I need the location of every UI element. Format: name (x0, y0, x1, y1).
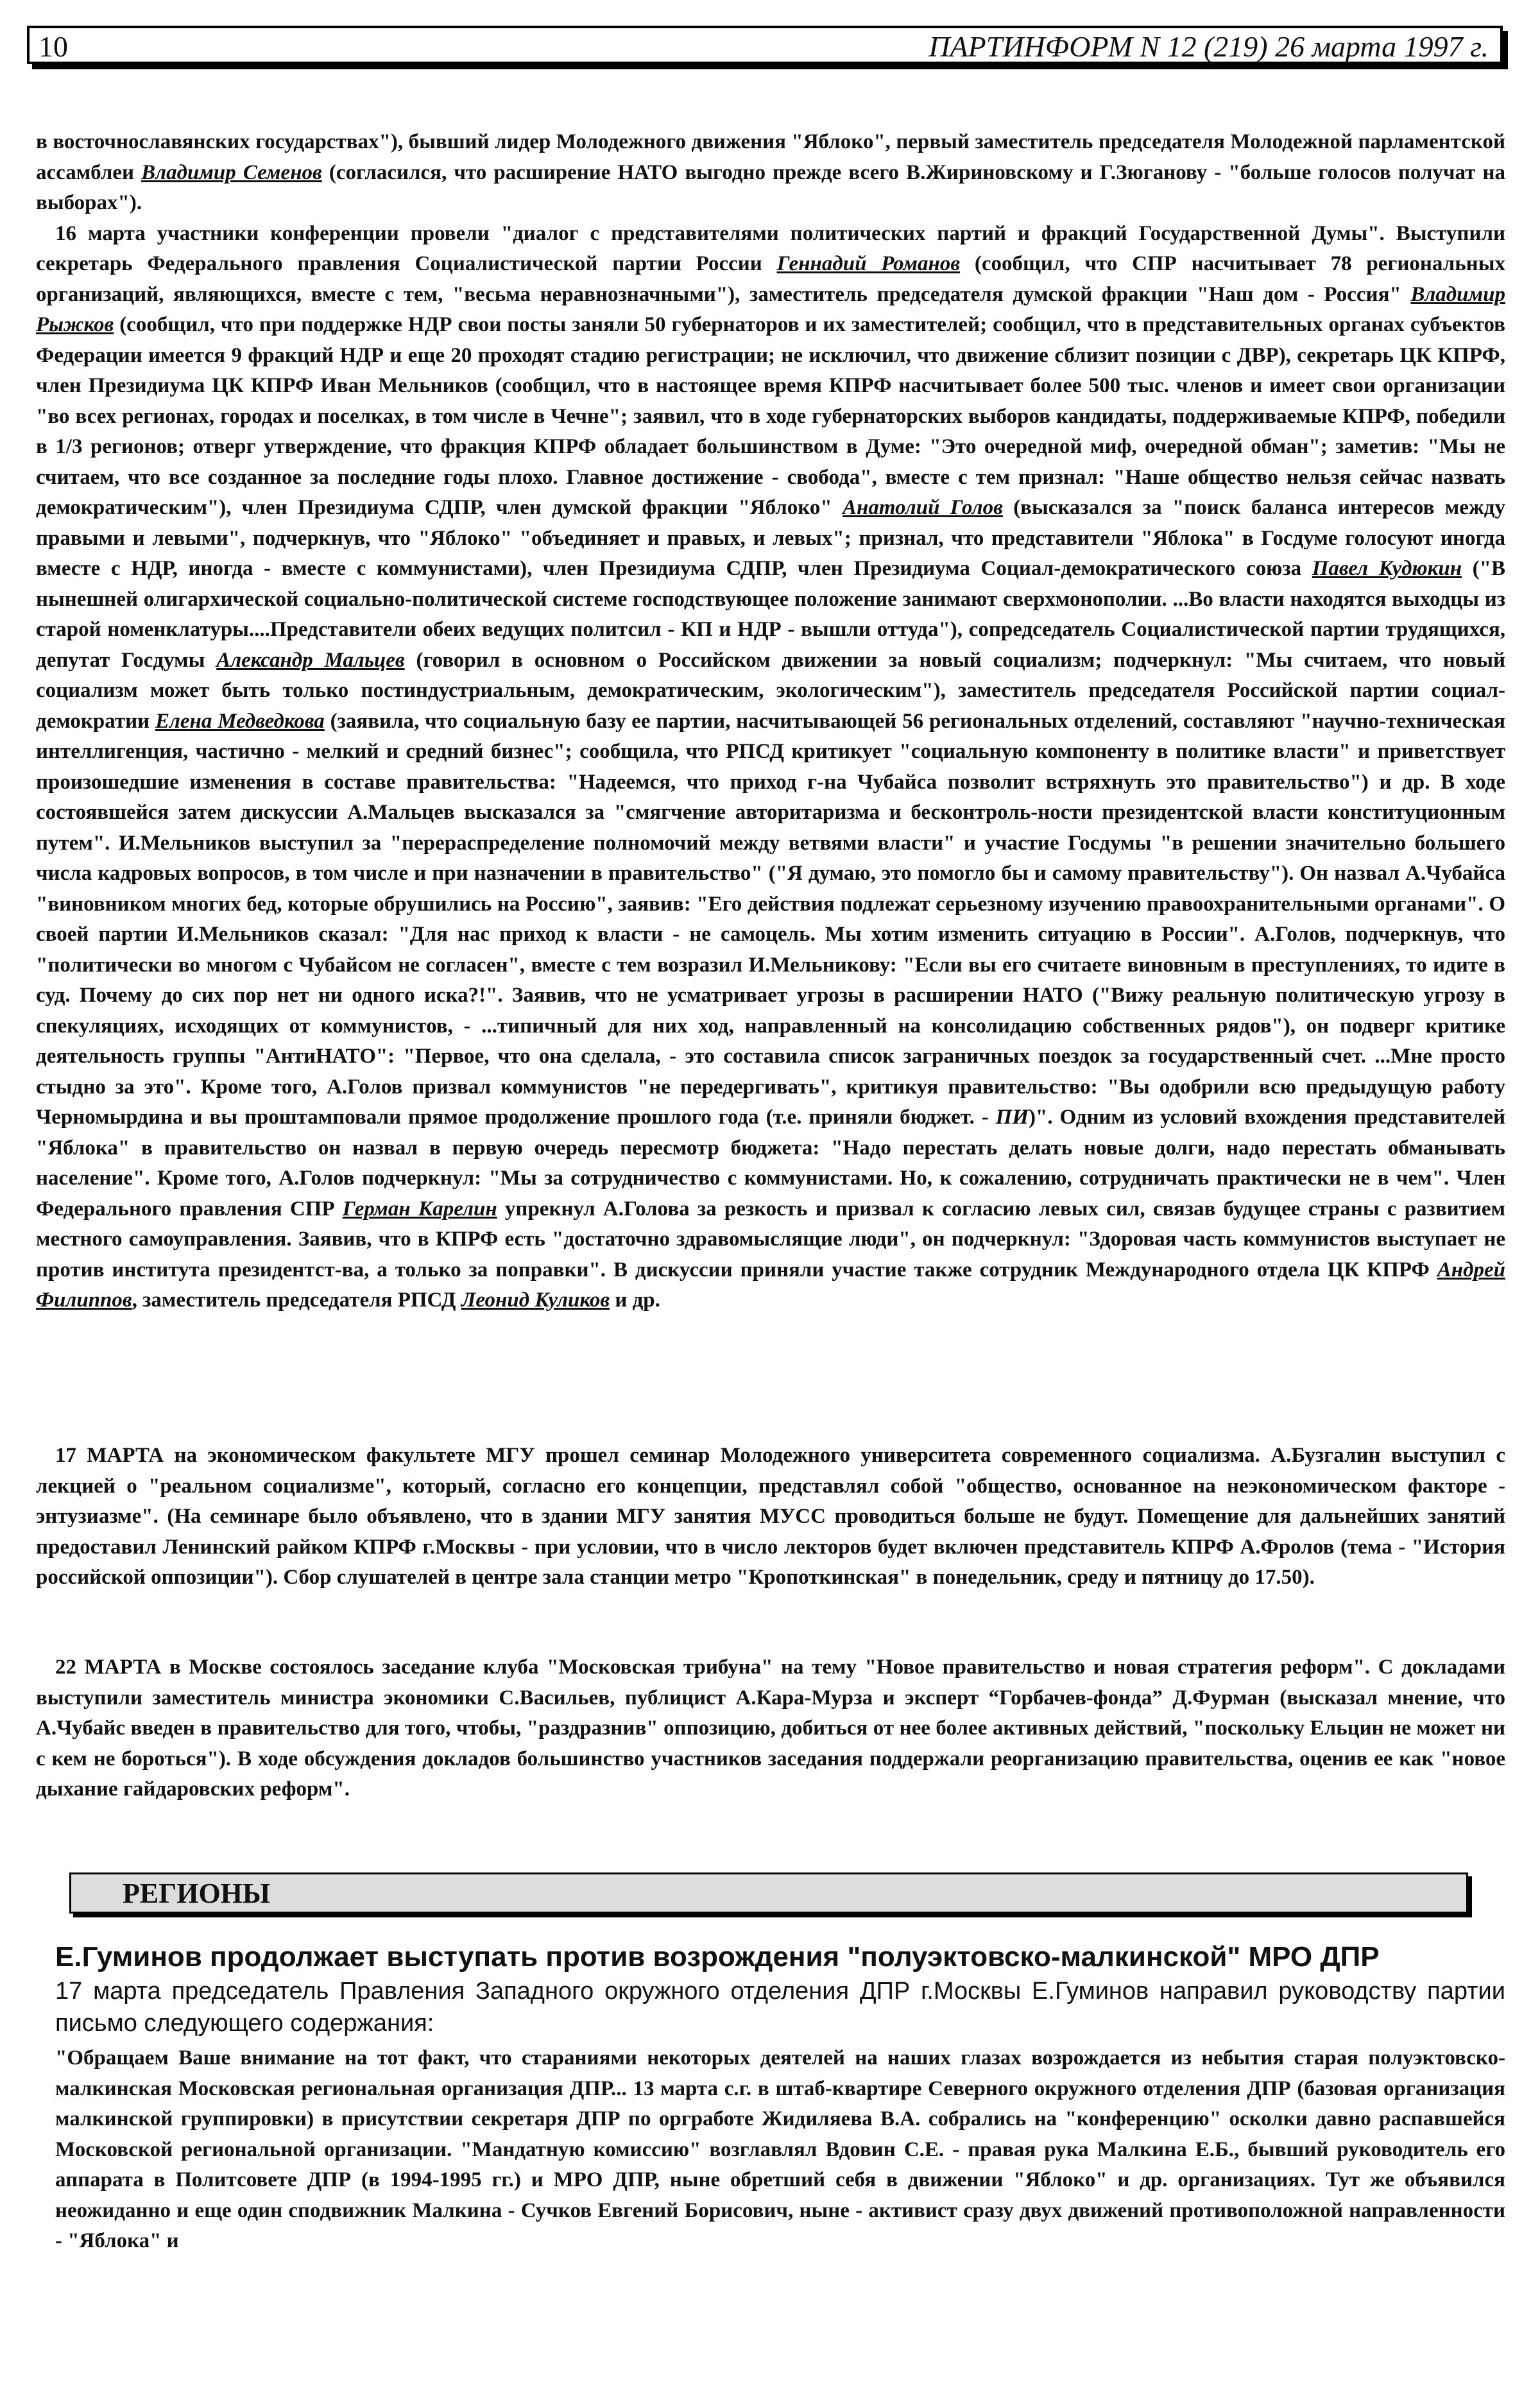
text: (говорил в основном о Российском движении за новый социализм; подчеркнул: "Мы считаем, что новый социализм может быть только постиндустриальным, демократическим, экологическим"), заместитель председателя Российской партии социал-демократии (36, 648, 1505, 733)
article-continuation (36, 127, 1505, 1316)
text: ("В нынешней олигархической социально-политической системе господствующее положение занимают сверхмонополии. ...Во власти находятся выходцы из старой номенклатуры....Представители обеих ведущих политсил - КП и НДР - вышли оттуда"), сопредседатель Социалистической партии трудящихся, депутат Госдумы (36, 557, 1505, 672)
person-name: Леонид Куликов (461, 1289, 610, 1312)
person-name: Елена Медведкова (155, 709, 325, 733)
paragraph-march-22: 22 МАРТА в Москве состоялось заседание клуба "Московская трибуна" на тему "Новое правительство и новая стратегия реформ". С докладами выступили заместитель министра экономики С.Васильев, публицист А.Кара-Мурза и эксперт “Горбачев-фонда” Д.Фурман (высказал мнение, что А.Чубайс введен в правительство для того, чтобы, "раздразнив" оппозицию, добиться от нее более активных действий, "поскольку Ельцин не может ни с кем не бороться"). В ходе обсуждения докладов большинство участников заседания поддержали реорганизацию правительства, оценив ее как "новое дыхание гайдаровских реформ". (36, 1656, 1505, 1801)
text: (высказался за "поиск баланса интересов между правыми и левыми", подчеркнув, что "Яблоко" "объединяет и правых, и левых"; признал, что представители "Яблока" в Госдуме голосуют иногда вместе с НДР, иногда - вместе с коммунистами), член Президиума СДПР, член Президиума Социал-демократического союза (36, 496, 1506, 580)
person-name: Андрей Филиппов (36, 1258, 1505, 1312)
text: упрекнул А.Голова за резкость и призвал к согласию левых сил, связав будущее страны с развитием местного самоуправления. Заявив, что в КПРФ есть "достаточно здравомыслящие люди", он подчеркнул: "Здоровая часть коммунистов выступает не против института президентст-ва, а только за поправки". В дискуссии приняли участие также сотрудник Международного отдела ЦК КПРФ (36, 1197, 1506, 1281)
paragraph (36, 127, 1505, 219)
paragraph (36, 219, 1505, 1316)
text: 16 марта участники конференции провели "диалог с представителями политических партий и фракций Государственной Думы". Выступили секретарь Федерального правления Социалистической партии России (36, 221, 1505, 275)
abbreviation: ПИ (995, 1106, 1029, 1129)
article-intro: 17 марта председатель Правления Западного окружного отделения ДПР г.Москвы Е.Гуминов направил руководству партии письмо следующего содержания: (55, 1978, 1505, 2037)
person-name: Александр Мальцев (216, 648, 405, 672)
publication-title: ПАРТИНФОРМ N 12 (219) 26 марта 1997 г. (928, 30, 1489, 63)
person-name: Владимир Семенов (141, 160, 322, 184)
article-headline: Е.Гуминов продолжает выступать против возрождения "полуэктовско-малкинской" МРО ДПР (55, 1941, 1380, 1973)
text: , заместитель председателя РПСД (132, 1289, 461, 1312)
text: (сообщил, что при поддержке НДР свои посты заняли 50 губернаторов и их заместителей; сообщил, что в представительных органах субъектов Федерации имеется 9 фракций НДР и еще 20 проходят стадию регистрации; не исключил, что движение сблизит позиции с ДВР), секретарь ЦК КПРФ, член Президиума ЦК КПРФ Иван Мельников (сообщил, что в настоящее время КПРФ насчитывает более 500 тыс. членов и имеет свои организации "во всех регионах, городах и поселках, в том числе в Чечне"; заявил, что в ходе губернаторских выборов кандидаты, поддерживаемые КПРФ, победили в 1/3 регионов; отверг утверждение, что фракция КПРФ обладает большинством в Думе: "Это очередной миф, очередной обман"; заметив: "Мы не считаем, что все созданное за последние годы плохо. Главное достижение - свобода", вместе с тем признал: "Наше общество нельзя сейчас назвать демократическим"), член Президиума СДПР, член думской фракции "Яблоко" (36, 313, 1505, 519)
text: в восточнославянских государствах"), бывший лидер Молодежного движения "Яблоко", первый заместитель председателя Молодежной парламентской ассамблеи (36, 130, 1505, 184)
person-name: Владимир Рыжков (36, 282, 1505, 336)
page-number: 10 (38, 30, 68, 63)
text: )". Одним из условий вхождения представителей "Яблока" в правительство он назвал в первую очередь пересмотр бюджета: "Надо перестать делать новые долги, надо перестать обманывать население". Кроме того, А.Голов подчеркнул: "Мы за сотрудничество с коммунистами. Но, к сожалению, сотрудничать практически не в чем". Член Федерального правления СПР (36, 1106, 1506, 1221)
text: (заявила, что социальную базу ее партии, насчитывающей 56 региональных отделений, составляют "научно-техническая интеллигенция, частично - мелкий и средний бизнес"; сообщила, что РПСД критикует "социальную компоненту в политике власти" и приветствует произошедшие изменения в составе правительства: "Надеемся, что приход г-на Чубайса позволит встряхнуть это правительство") и др. В ходе состоявшейся затем дискуссии А.Мальцев высказался за "смягчение авторитаризма и бесконтроль-ности президентской власти конституционным путем". И.Мельников выступил за "перераспределение полномочий между ветвями власти" и участие Госдумы "в решении значительно большего числа кадровых вопросов, в том числе и при назначении в правительство" ("Я думаю, это помогло бы и самому правительству"). Он назвал А.Чубайса "виновником многих бед, которые обрушились на Россию", заявив: "Его действия подлежат серьезному изучению правоохранительными органами". О своей партии И.Мельников сказал: "Для нас приход к власти - не самоцель. Мы хотим изменить ситуацию в России". А.Голов, подчеркнув, что "политически во многом с Чубайсом не согласен", вместе с тем возразил И.Мельникову: "Если вы его считаете виновным в преступлениях, то идите в суд. Почему до сих пор нет ни одного иска?!". Заявив, что не усматривает угрозы в расширении НАТО ("Вижу реальную политическую угрозу в спекуляциях, исходящих от коммунистов, - ...типичный для них ход, направленный на консолидацию собственных рядов"), он подверг критике деятельность группы "АнтиНАТО": "Первое, что она сделала, - это составила список заграничных поездок за государственный счет. ...Мне просто стыдно за это". Кроме того, А.Голов призвал коммунистов "не передергивать", критикуя правительство: "Вы одобрили всю предыдущую работу Черномырдина и вы проштамповали прямое продолжение прошлого года (т.е. приняли бюджет. - (36, 709, 1505, 1129)
section-title: РЕГИОНЫ (123, 1878, 271, 1909)
person-name: Павел Кудюкин (1312, 557, 1462, 580)
text: и др. (610, 1289, 660, 1312)
text: (согласился, что расширение НАТО выгодно прежде всего В.Жириновскому и Г.Зюганову - "больше голосов получат на выборах"). (36, 160, 1506, 214)
quoted-letter: "Обращаем Ваше внимание на тот факт, что стараниями некоторых деятелей на наших глазах возрождается из небытия старая полуэктовско-малкинская Московская региональная организация ДПР... 13 марта с.г. в штаб-квартире Северного окружного отделения ДПР (базовая организация малкинской группировки) в присутствии секретаря ДПР по оргработе Жидиляева В.А. собрались на "конференцию" осколки давно распавшейся Московской региональной организации. "Мандатную комиссию" возглавлял Вдовин С.Е. - правая рука Малкина Е.Б., бывший руководитель его аппарата в Политсовете ДПР (в 1994-1995 гг.) и МРО ДПР, ныне обретший себя в движении "Яблоко" и др. организациях. Тут же объявился неожиданно и еще один сподвижник Малкина - Сучков Евгений Борисович, ныне - активист сразу двух движений противоположной направленности - "Яблока" и (55, 2046, 1505, 2252)
paragraph-march-17: 17 МАРТА на экономическом факультете МГУ прошел семинар Молодежного университета современного социализма. А.Бузгалин выступил с лекцией о "реальном социализме", который, согласно его концепции, представлял собой "общество, основанное на неэкономическом факторе - энтузиазме". (На семинаре было объявлено, что в здании МГУ занятия МУСС проводиться больше не будут. Помещение для дальнейших занятий предоставил Ленинский райком КПРФ г.Москвы - при условии, что в число лекторов будет включен представитель КПРФ А.Фролов (тема - "История российской оппозиции"). Сбор слушателей в центре зала станции метро "Кропоткинская" в понедельник, среду и пятницу до 17.50). (36, 1444, 1505, 1589)
person-name: Анатолий Голов (843, 496, 1003, 519)
person-name: Герман Карелин (342, 1197, 497, 1221)
section-header (69, 1872, 1468, 1914)
page-header (27, 26, 1503, 64)
person-name: Геннадий Романов (776, 252, 961, 275)
text: (сообщил, что СПР насчитывает 78 региональных организаций, являющихся, вместе с тем, "весьма неравнозначными"), заместитель председателя думской фракции "Наш дом - Россия" (36, 252, 1505, 306)
